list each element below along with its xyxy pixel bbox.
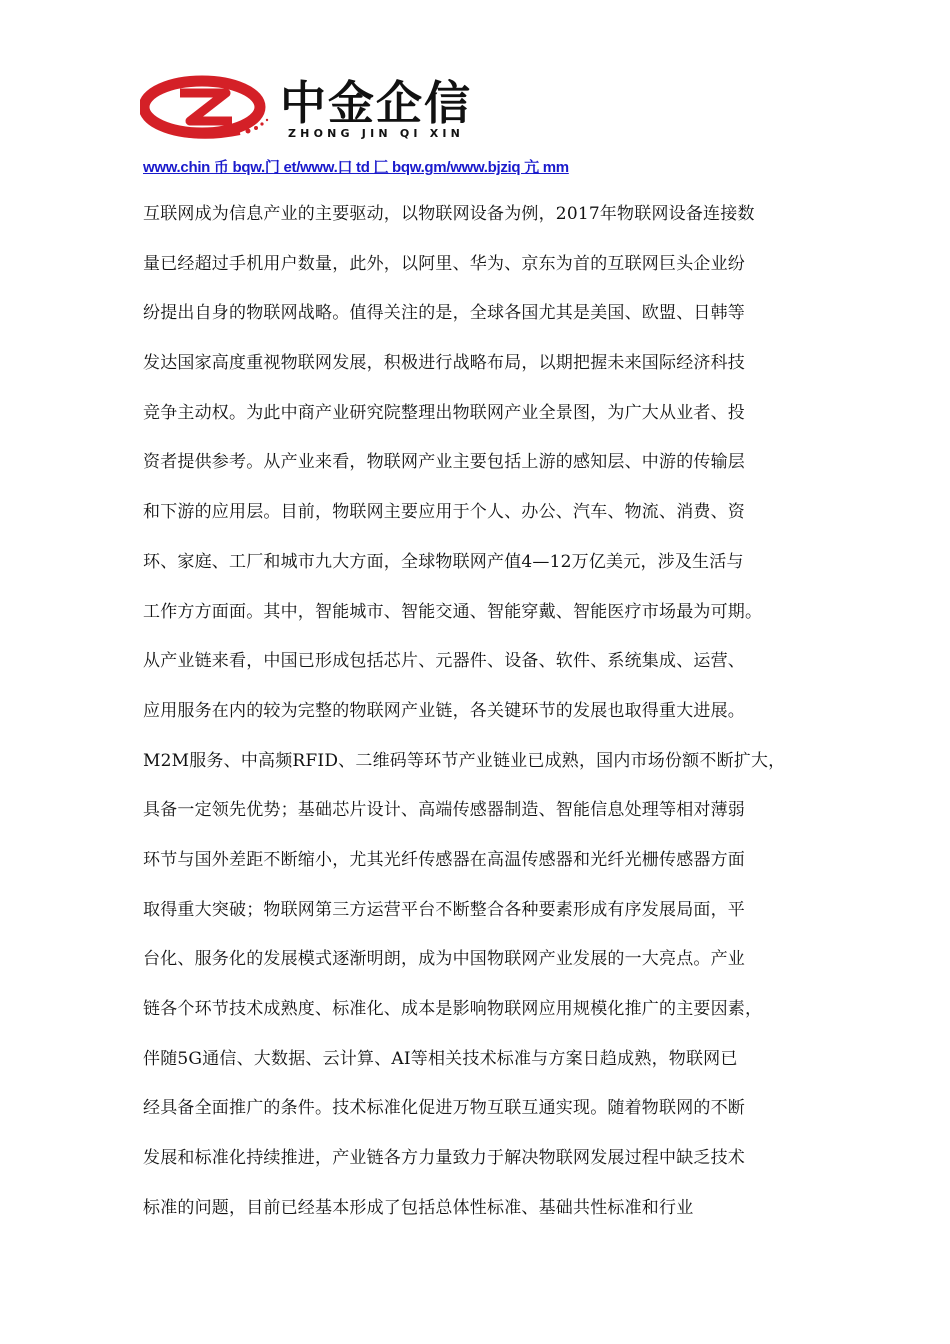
text-line: 环节与国外差距不断缩小，尤其光纤传感器在高温传感器和光纤光栅传感器方面 bbox=[143, 849, 745, 870]
website-link[interactable]: www.chin 币 bqw.门 et/www.口 td 匚 bqw.gm/www.bjziq 亢 mm bbox=[143, 159, 569, 176]
text-line: 取得重大突破；物联网第三方运营平台不断整合各种要素形成有序发展局面，平 bbox=[143, 899, 745, 920]
text-line: 经具备全面推广的条件。技术标准化促进万物互联互通实现。随着物联网的不断 bbox=[143, 1098, 745, 1119]
text-line: M2M服务、中高频RFID、二维码等环节产业链业已成熟，国内市场份额不断扩大， bbox=[143, 750, 786, 771]
text-line: 纷提出自身的物联网战略。值得关注的是，全球各国尤其是美国、欧盟、日韩等 bbox=[143, 303, 745, 324]
company-logo bbox=[140, 75, 540, 145]
text-line: 标准的问题，目前已经基本形成了包括总体性标准、基础共性标准和行业 bbox=[143, 1197, 694, 1218]
logo-chinese-text: 中金企信 bbox=[280, 76, 472, 130]
text-line: 竞争主动权。为此中商产业研究院整理出物联网产业全景图，为广大从业者、投 bbox=[143, 402, 745, 423]
text-line: 和下游的应用层。目前，物联网主要应用于个人、办公、汽车、物流、消费、资 bbox=[143, 502, 745, 523]
text-line: 环、家庭、工厂和城市九大方面，全球物联网产值4—12万亿美元，涉及生活与 bbox=[143, 551, 744, 572]
body-paragraph bbox=[143, 196, 833, 1239]
text-line: 台化、服务化的发展模式逐渐明朗，成为中国物联网产业发展的一大亮点。产业 bbox=[143, 949, 745, 970]
text-line: 应用服务在内的较为完整的物联网产业链，各关键环节的发展也取得重大进展。 bbox=[143, 700, 745, 721]
text-line: 工作方方面面。其中，智能城市、智能交通、智能穿戴、智能医疗市场最为可期。 bbox=[143, 601, 763, 622]
text-line: 发展和标准化持续推进，产业链各方力量致力于解决物联网发展过程中缺乏技术 bbox=[143, 1148, 745, 1169]
text-line: 具备一定领先优势；基础芯片设计、高端传感器制造、智能信息处理等相对薄弱 bbox=[143, 800, 745, 821]
text-line: 资者提供参考。从产业来看，物联网产业主要包括上游的感知层、中游的传输层 bbox=[143, 452, 745, 473]
logo-emblem-icon bbox=[140, 75, 275, 145]
text-line: 链各个环节技术成熟度、标准化、成本是影响物联网应用规模化推广的主要因素， bbox=[143, 999, 763, 1019]
text-line: 伴随5G通信、大数据、云计算、AI等相关技术标准与方案日趋成熟，物联网已 bbox=[143, 1048, 738, 1069]
text-line: 互联网成为信息产业的主要驱动，以物联网设备为例，2017年物联网设备连接数 bbox=[143, 204, 755, 224]
logo-english-text: ZHONG JIN QI XIN bbox=[288, 127, 465, 140]
text-line: 量已经超过手机用户数量，此外，以阿里、华为、京东为首的互联网巨头企业纷 bbox=[143, 253, 745, 274]
text-line: 发达国家高度重视物联网发展，积极进行战略布局，以期把握未来国际经济科技 bbox=[143, 353, 745, 374]
text-line: 从产业链来看，中国已形成包括芯片、元器件、设备、软件、系统集成、运营、 bbox=[143, 651, 745, 672]
